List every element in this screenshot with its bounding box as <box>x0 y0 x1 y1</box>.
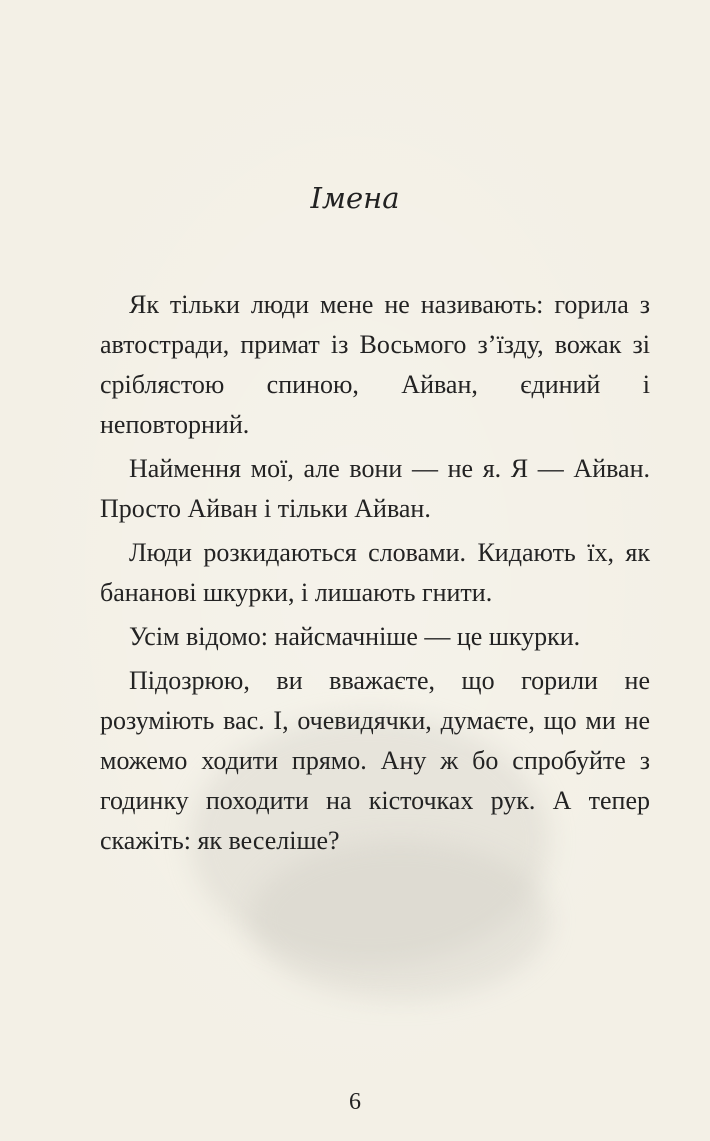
paragraph-3: Люди розкидаються словами. Кидають їх, як бананові шкурки, і лишають гнити. <box>100 538 650 607</box>
paragraph-2: Наймення мої, але вони — не я. Я — Айван. Просто Айван і тільки Айван. <box>100 454 650 523</box>
chapter-body <box>100 285 650 865</box>
page-number: 6 <box>349 1089 361 1115</box>
chapter-title: Імена <box>310 181 400 215</box>
paragraph-4: Усім відомо: найсмачніше — це шкурки. <box>129 622 581 651</box>
paragraph-1: Як тільки люди мене не називають: горила з автостради, примат із Восьмого з’їзду, вожак зі сріблястою спиною, Айван, єдиний і неповторний. <box>100 290 650 439</box>
paragraph-5: Підозрюю, ви вважаєте, що горили не розуміють вас. І, очевидячки, думаєте, що ми не можемо ходити прямо. Ану ж бо спробуйте з годинку походити на кісточках рук. А тепер скажіть: як веселіше? <box>100 666 650 855</box>
